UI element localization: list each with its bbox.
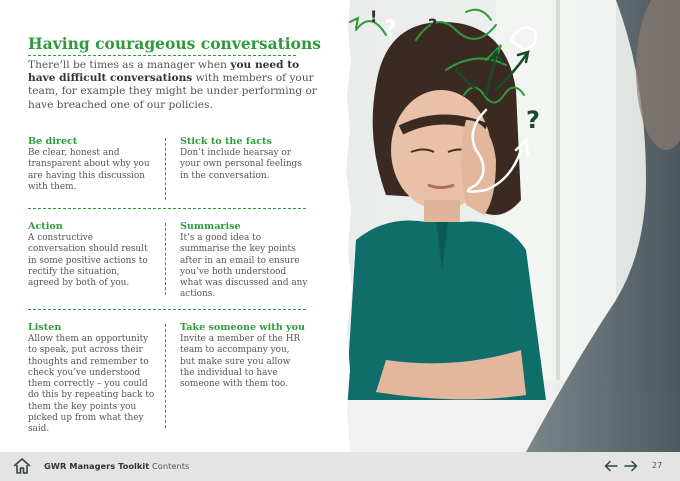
intro-text-end: with members of your team, for example they might be under performing or have breached one of our policies. (28, 72, 318, 111)
home-icon[interactable] (12, 457, 32, 475)
tip-stick-to-facts (180, 136, 310, 182)
svg-text:?: ? (428, 15, 438, 34)
intro-text-bold: you need to have difficult conversations (28, 59, 300, 85)
contents-link[interactable]: Contents (152, 461, 190, 471)
tip-body: Don’t include hearsay or your own personal feelings in the conversation. (180, 148, 302, 181)
tip-take-someone (180, 322, 306, 390)
tip-heading: Take someone with you (180, 322, 305, 333)
stressed-woman-photo (346, 0, 680, 452)
arrow-right-icon[interactable] (624, 459, 638, 473)
column-divider (165, 324, 166, 428)
tip-heading: Summarise (180, 221, 241, 232)
tip-heading: Be direct (28, 136, 78, 147)
tip-body: A constructive conversation should result in some positive actions to rectify the situation, agreed by both of you. (28, 233, 148, 289)
row-divider (28, 208, 306, 209)
column-divider (165, 138, 166, 200)
tip-body: Allow them an opportunity to speak, put across their thoughts and remember to check you’ve understood them correctly – you could do this by repeating back to them the key points you picked up from what they said. (28, 334, 155, 435)
svg-text:!: ! (370, 7, 378, 26)
tip-heading: Listen (28, 322, 62, 333)
svg-text:?: ? (526, 106, 540, 134)
tip-body: Be clear, honest and transparent about why you are having this discussion with them. (28, 148, 150, 192)
page-number: 27 (652, 461, 663, 470)
page-title: Having courageous conversations (28, 34, 322, 53)
tip-be-direct (28, 136, 150, 193)
svg-text:?: ? (384, 17, 397, 42)
tip-heading: Stick to the facts (180, 136, 272, 147)
tip-heading: Action (28, 221, 63, 232)
footer-bar (0, 452, 680, 481)
title-divider (28, 55, 296, 56)
tip-action (28, 221, 152, 289)
intro-text-start: There’ll be times as a manager when (28, 59, 231, 71)
intro-paragraph (28, 59, 320, 112)
tip-listen (28, 322, 158, 436)
photo-illustration (346, 0, 680, 452)
row-divider (28, 309, 306, 310)
tip-summarise (180, 221, 308, 301)
toolkit-brand: GWR Managers Toolkit (44, 461, 150, 471)
arrow-left-icon[interactable] (604, 459, 618, 473)
column-divider (165, 223, 166, 295)
tip-body: Invite a member of the HR team to accompany you, but make sure you allow the individual to have someone with them too. (180, 334, 301, 390)
text-panel (0, 0, 348, 452)
tip-body: It’s a good idea to summarise the key points after in an email to ensure you’ve both understood what was discussed and any actions. (180, 233, 308, 300)
